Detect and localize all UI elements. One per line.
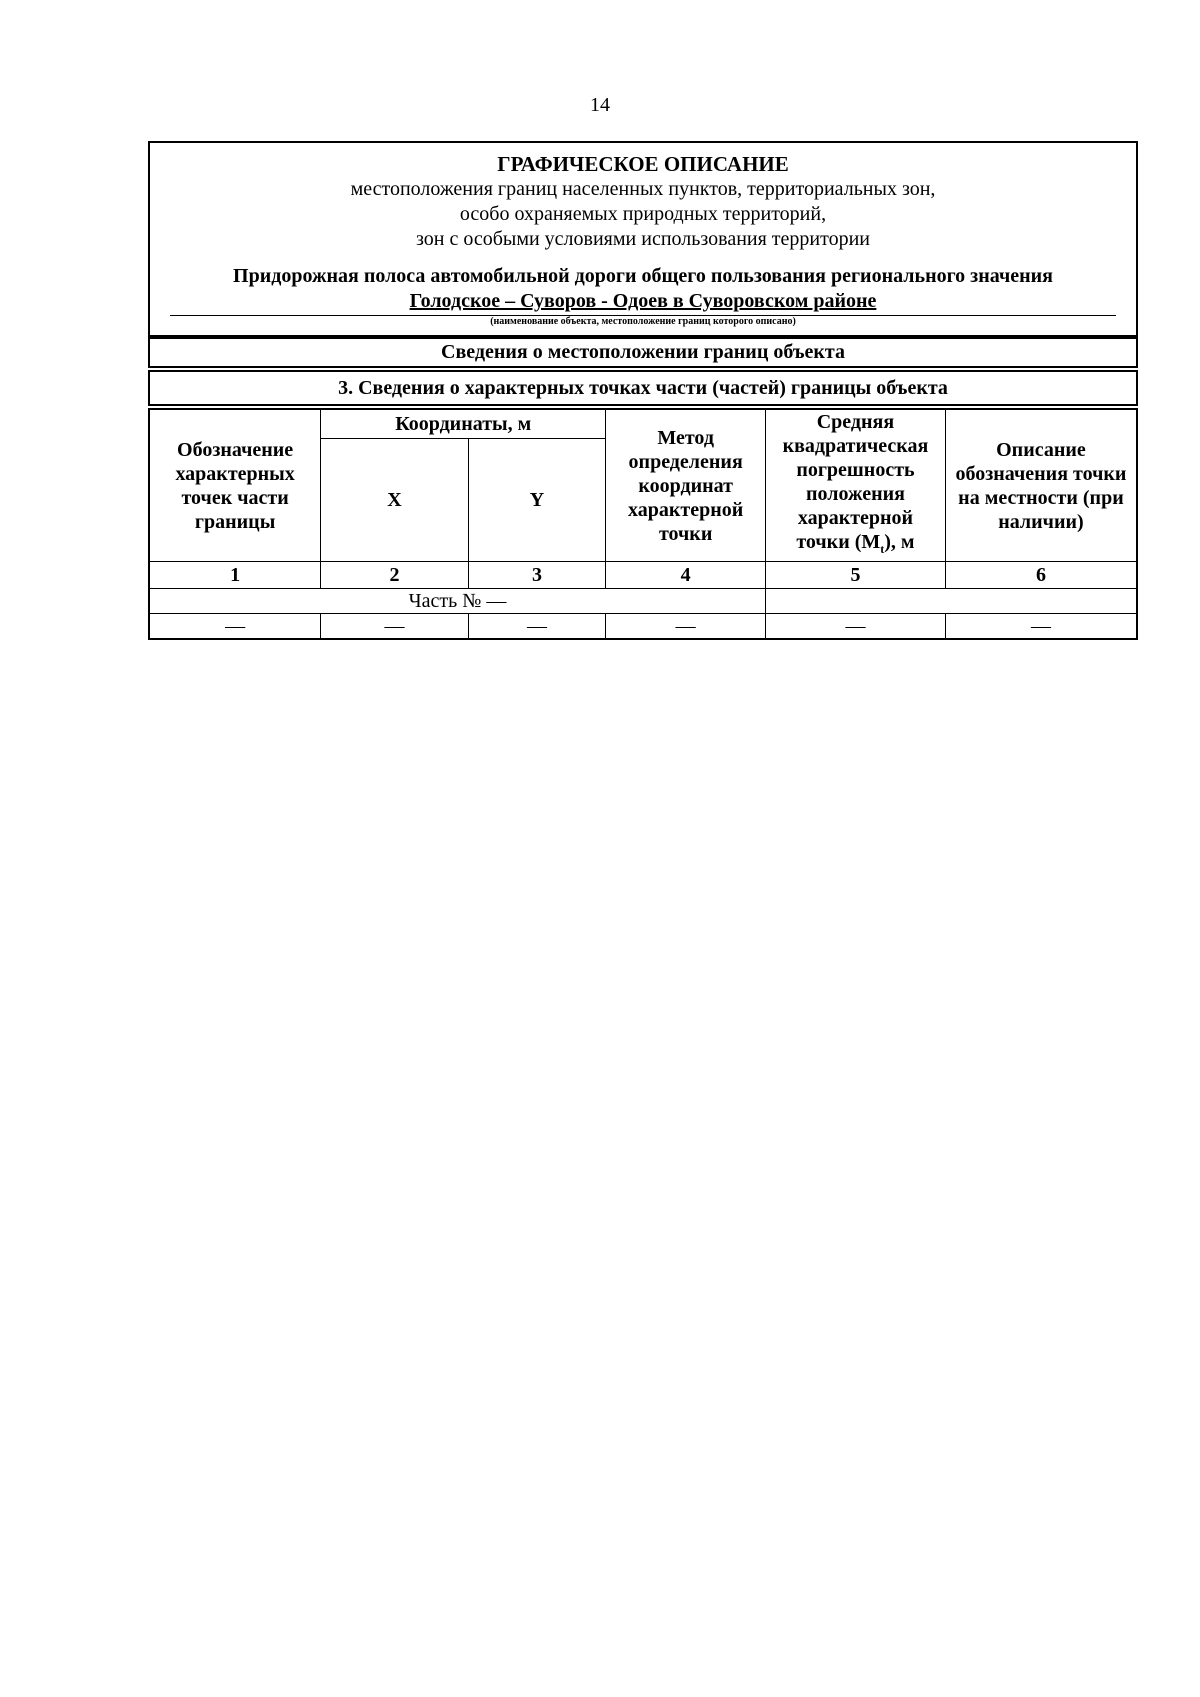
table-cell: — [149,614,321,640]
object-name-line-2-text: Голодское – Суворов - Одоев в Суворовском районе [409,290,877,312]
header-mean-error-text: Средняя квадратическая погрешность положения характерной точки (M [782,411,929,553]
column-number-row [149,562,1137,589]
column-number: 5 [766,562,946,589]
page-number: 14 [590,94,610,116]
section-title: Сведения о местоположении границ объекта [148,337,1138,368]
document-header [148,141,1138,337]
header-method: Метод определения координат характерной точки [606,409,766,562]
table-cell: — [321,614,469,640]
column-number: 6 [945,562,1137,589]
header-description: Описание обозначения точки на местности (при наличии) [945,409,1137,562]
header-y: Y [468,439,606,562]
column-number: 2 [321,562,469,589]
table-header-row [149,409,1137,439]
column-number: 3 [468,562,606,589]
subtitle-line-3: зон с особыми условиями использования территории [415,228,871,250]
table-cell: — [468,614,606,640]
object-name-line-2 [150,289,1136,314]
table-row [149,614,1137,640]
object-name-line-1: Придорожная полоса автомобильной дороги общего пользования регионального значения [233,265,1053,287]
header-point-designation: Обозначение характерных точек части границы [149,409,321,562]
header-coordinates: Координаты, м [321,409,606,439]
header-mean-error-sub: t [880,542,885,556]
subtitle-line-1: местоположения границ населенных пунктов, территориальных зон, [350,178,936,200]
table-cell: — [766,614,946,640]
table-cell: — [606,614,766,640]
subtitle-line-2: особо охраняемых природных территорий, [459,203,827,225]
header-mean-error [766,409,946,562]
part-row-empty [766,589,1137,614]
part-label: Часть № — [149,589,766,614]
part-row [149,589,1137,614]
header-mean-error-tail: ), м [884,531,915,553]
table-cell: — [945,614,1137,640]
column-number: 4 [606,562,766,589]
object-name-caption: (наименование объекта, местоположение границ которого описано) [490,316,796,327]
document-title: ГРАФИЧЕСКОЕ ОПИСАНИЕ [497,152,789,176]
characteristic-points-table [148,408,1138,640]
column-number: 1 [149,562,321,589]
header-x: X [321,439,469,562]
subsection-title: 3. Сведения о характерных точках части (частей) границы объекта [148,370,1138,406]
